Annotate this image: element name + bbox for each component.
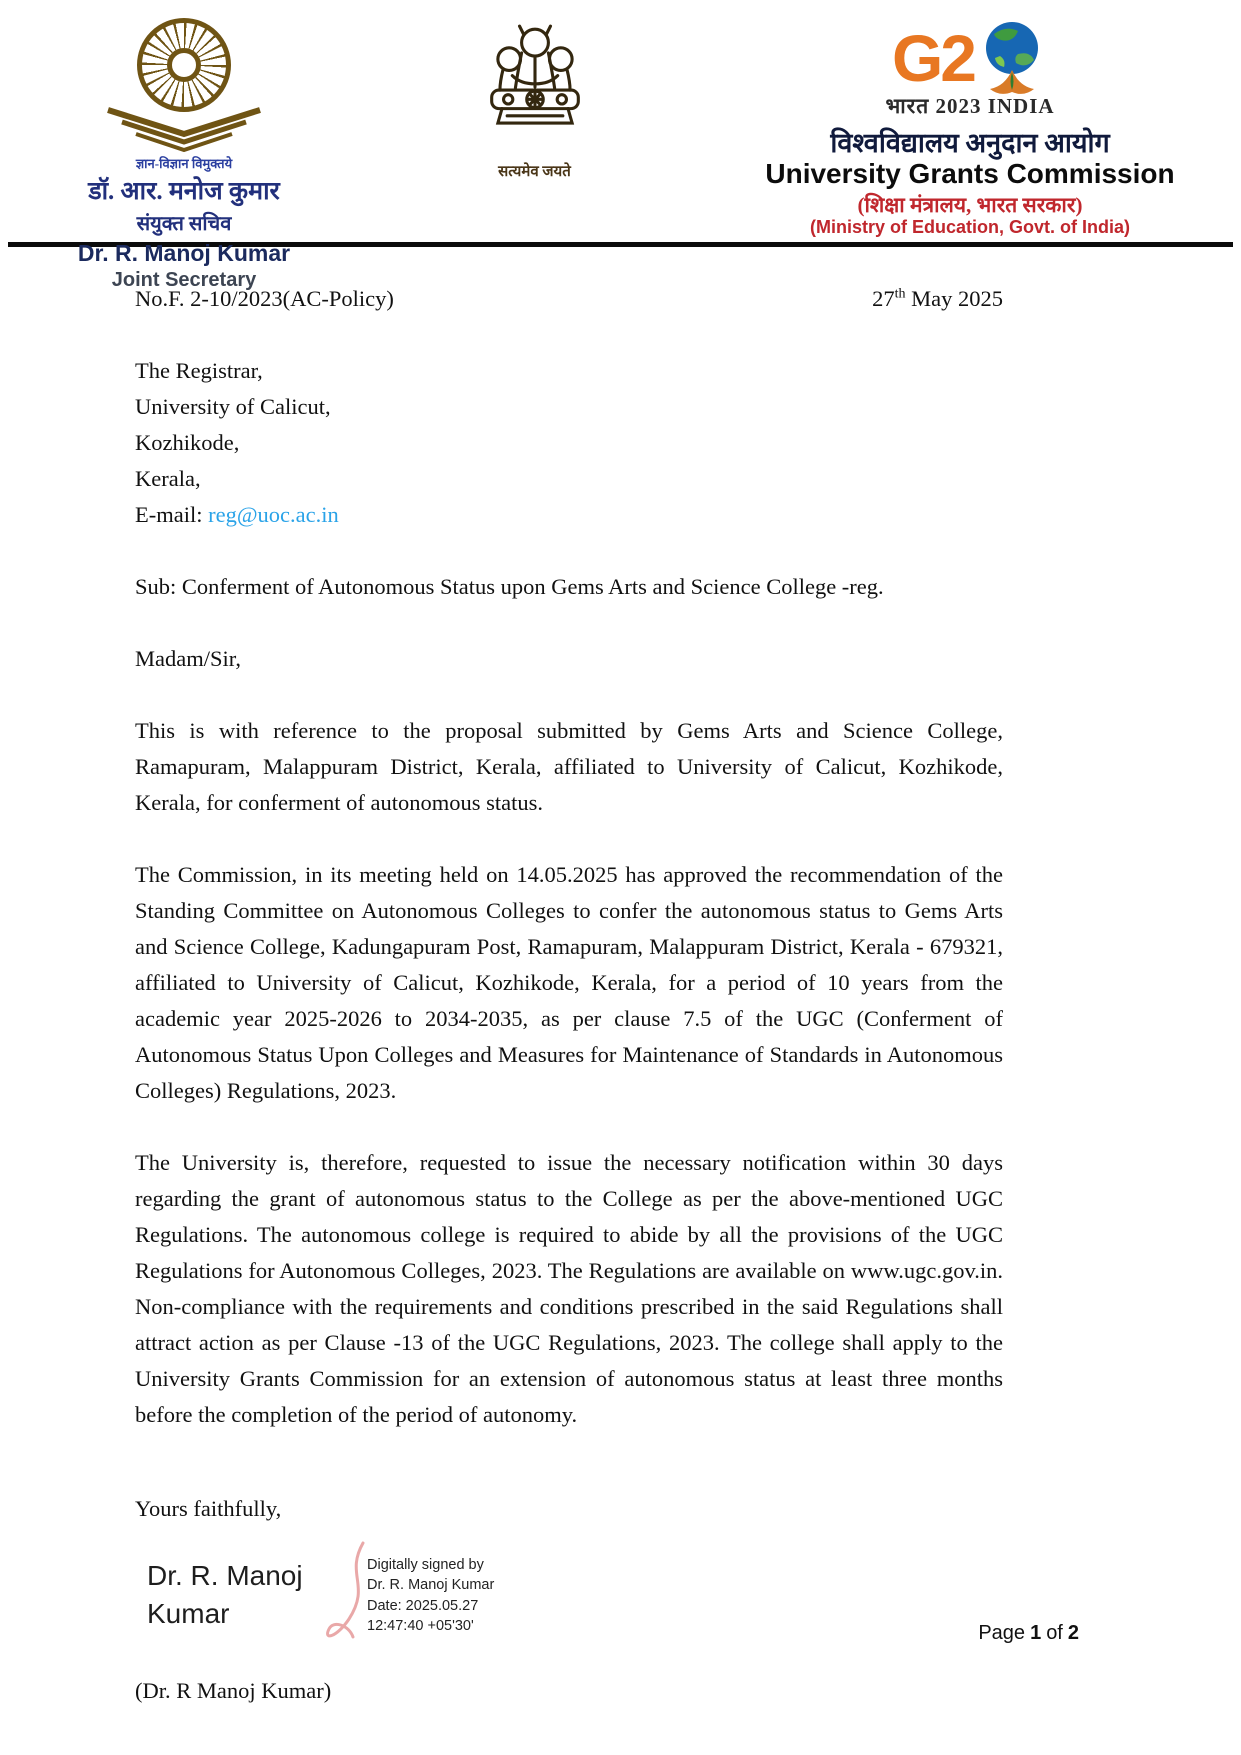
g20-tagline: भारत 2023 INDIA	[885, 94, 1055, 118]
signatory-title-english: Joint Secretary	[111, 268, 257, 291]
satyameva-jayate-text: सत्यमेव जयते	[498, 164, 571, 180]
ministry-line-hindi: (शिक्षा मंत्रालय, भारत सरकार)	[857, 192, 1083, 217]
org-name-english: University Grants Commission	[765, 158, 1175, 190]
email-link[interactable]: reg@uoc.ac.in	[208, 502, 339, 527]
signature-detail-line: Date: 2025.05.27	[367, 1597, 479, 1614]
date-day: 27	[872, 286, 895, 311]
ministry-line-english: (Ministry of Education, Govt. of India)	[810, 216, 1130, 237]
national-emblem-icon	[477, 22, 593, 154]
ugc-chakra-icon	[137, 18, 231, 112]
closing-line: Yours faithfully,	[135, 1496, 282, 1521]
of-label: of	[1046, 1622, 1063, 1644]
page-number: 1	[1030, 1622, 1042, 1644]
recipient-line: Kozhikode,	[135, 430, 240, 455]
salutation: Madam/Sir,	[135, 646, 241, 671]
email-line	[135, 497, 1003, 533]
g20-g-text: G2	[891, 21, 975, 95]
paragraph-2: The Commission, in its meeting held on 14.05.2025 has approved the recommendation of the Standing Committee on Autonomous Colleges to confer the autonomous status to Gems Arts and Science College, Kadungapuram Post, Ramapuram, Malappuram District, Kerala - 679321, affiliated to University of Calicut, Kozhikode, Kerala, for a period of 10 years from the academic year 2025-2026 to 2034-2035, as per clause 7.5 of the UGC (Conferment of Autonomous Status Upon Colleges and Measures for Maintenance of Standards in Autonomous Colleges) Regulations, 2023.	[135, 862, 1003, 1103]
signature-detail-line: Digitally signed by	[367, 1557, 484, 1573]
paragraph-3: The University is, therefore, requested to issue the necessary notification within 30 days regarding the grant of autonomous status to the College as per the above-mentioned UGC Regulations. The autonomous college is required to abide by all the provisions of the UGC Regulations for Autonomous Colleges, 2023. The Regulations are available on www.ugc.gov.in. Non-compliance with the requirements and conditions prescribed in the said Regulations shall attract action as per Clause -13 of the UGC Regulations, 2023. The college shall apply to the University Grants Commission for an extension of autonomous status at least three months before the completion of the period of autonomy.	[135, 1150, 1003, 1427]
email-label: E-mail:	[135, 502, 209, 527]
signature-detail-line: 12:47:40 +05'30'	[367, 1617, 474, 1634]
org-name-hindi: विश्वविद्यालय अनुदान आयोग	[830, 128, 1110, 158]
signature-name-line: Kumar	[147, 1597, 230, 1629]
signatory-block	[34, 16, 334, 292]
letterhead	[0, 0, 1241, 291]
national-emblem-block	[415, 16, 655, 181]
page-label: Page	[978, 1622, 1026, 1644]
recipient-address	[135, 353, 1003, 533]
ugc-header-block	[735, 16, 1205, 239]
g20-logo	[735, 20, 1205, 96]
signature-details	[367, 1541, 494, 1636]
signature-name-line: Dr. R. Manoj	[147, 1560, 303, 1591]
signatory-name-hindi: डॉ. आर. मनोज कुमार	[88, 178, 280, 205]
printed-signatory-name: (Dr. R Manoj Kumar)	[135, 1678, 332, 1703]
signature-name	[147, 1541, 343, 1633]
letter-date	[872, 281, 1003, 317]
g20-globe-lotus-icon	[974, 20, 1048, 96]
signatory-name-english: Dr. R. Manoj Kumar	[77, 239, 291, 266]
recipient-line: University of Calicut,	[135, 394, 331, 419]
reference-row	[135, 281, 1003, 317]
total-pages: 2	[1067, 1622, 1079, 1644]
ugc-motto: ज्ञान-विज्ञान विमुक्तये	[135, 156, 233, 171]
signature-detail-line: Dr. R. Manoj Kumar	[367, 1577, 495, 1594]
reference-number: No.F. 2-10/2023(AC-Policy)	[135, 286, 394, 311]
subject-line: Sub: Conferment of Autonomous Status upon Gems Arts and Science College -reg.	[135, 574, 884, 599]
paragraph-1: This is with reference to the proposal submitted by Gems Arts and Science College, Ramapuram, Malappuram District, Kerala, affiliated to University of Calicut, Kozhikode, Kerala, for conferment of autonomous status.	[135, 718, 1003, 815]
date-month-year: May 2025	[905, 286, 1003, 311]
digital-signature	[147, 1541, 1003, 1659]
recipient-line: Kerala,	[135, 466, 201, 491]
recipient-line: The Registrar,	[135, 358, 263, 383]
signatory-title-hindi: संयुक्त सचिव	[136, 212, 232, 235]
page-number-footer	[978, 1622, 1079, 1645]
date-ordinal: th	[894, 286, 906, 302]
letter-body	[135, 281, 1003, 1709]
